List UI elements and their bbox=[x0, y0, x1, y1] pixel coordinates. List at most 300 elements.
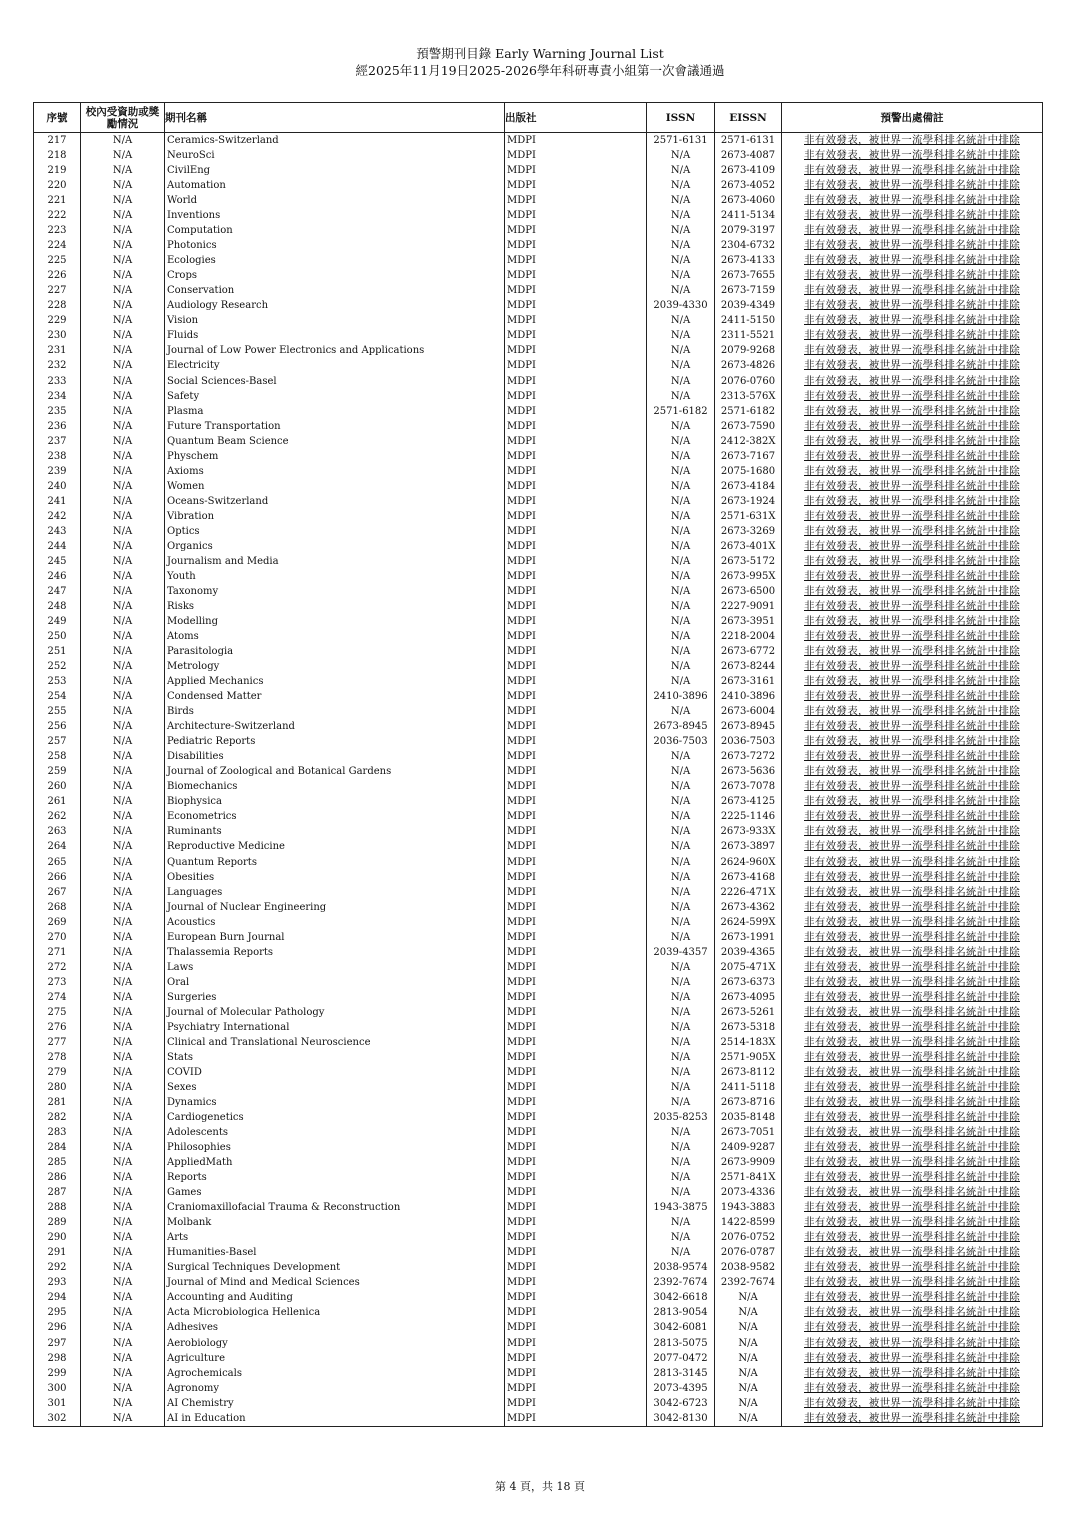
cell-seq: 255 bbox=[34, 704, 81, 719]
cell-seq: 221 bbox=[34, 193, 81, 208]
cell-issn: N/A bbox=[647, 599, 715, 614]
cell-seq: 247 bbox=[34, 584, 81, 599]
cell-funding: N/A bbox=[81, 554, 165, 569]
table-row bbox=[34, 1065, 1043, 1080]
table-row bbox=[34, 509, 1043, 524]
column-header-publisher: 出版社 bbox=[505, 103, 647, 133]
cell-publisher: MDPI bbox=[505, 374, 647, 389]
table-row bbox=[34, 1050, 1043, 1065]
cell-remark: 非有效發表，被世界一流學科排名統計中排除 bbox=[782, 434, 1043, 449]
cell-journal-name: NeuroSci bbox=[165, 148, 505, 163]
cell-issn: 2571-6131 bbox=[647, 133, 715, 149]
cell-eissn: 2673-1924 bbox=[715, 494, 782, 509]
cell-funding: N/A bbox=[81, 689, 165, 704]
cell-seq: 291 bbox=[34, 1245, 81, 1260]
cell-eissn: 2075-1680 bbox=[715, 464, 782, 479]
cell-seq: 268 bbox=[34, 900, 81, 915]
cell-issn: N/A bbox=[647, 870, 715, 885]
cell-eissn: 2673-7167 bbox=[715, 449, 782, 464]
cell-issn: N/A bbox=[647, 223, 715, 238]
cell-seq: 227 bbox=[34, 283, 81, 298]
cell-funding: N/A bbox=[81, 193, 165, 208]
cell-funding: N/A bbox=[81, 313, 165, 328]
cell-eissn: 2673-4095 bbox=[715, 990, 782, 1005]
cell-eissn: N/A bbox=[715, 1336, 782, 1351]
cell-eissn: 2571-631X bbox=[715, 509, 782, 524]
cell-publisher: MDPI bbox=[505, 704, 647, 719]
table-row bbox=[34, 554, 1043, 569]
cell-issn: N/A bbox=[647, 1125, 715, 1140]
table-row bbox=[34, 794, 1043, 809]
cell-eissn: N/A bbox=[715, 1320, 782, 1335]
cell-publisher: MDPI bbox=[505, 389, 647, 404]
cell-remark: 非有效發表，被世界一流學科排名統計中排除 bbox=[782, 779, 1043, 794]
cell-eissn: 2673-8716 bbox=[715, 1095, 782, 1110]
cell-issn: N/A bbox=[647, 749, 715, 764]
cell-funding: N/A bbox=[81, 599, 165, 614]
cell-issn: N/A bbox=[647, 374, 715, 389]
table-row bbox=[34, 389, 1043, 404]
cell-journal-name: Applied Mechanics bbox=[165, 674, 505, 689]
cell-publisher: MDPI bbox=[505, 1095, 647, 1110]
cell-remark: 非有效發表，被世界一流學科排名統計中排除 bbox=[782, 539, 1043, 554]
cell-issn: N/A bbox=[647, 358, 715, 373]
cell-eissn: N/A bbox=[715, 1351, 782, 1366]
cell-seq: 218 bbox=[34, 148, 81, 163]
cell-publisher: MDPI bbox=[505, 479, 647, 494]
cell-funding: N/A bbox=[81, 855, 165, 870]
cell-funding: N/A bbox=[81, 208, 165, 223]
cell-journal-name: Safety bbox=[165, 389, 505, 404]
cell-eissn: 2225-1146 bbox=[715, 809, 782, 824]
cell-issn: N/A bbox=[647, 389, 715, 404]
cell-issn: N/A bbox=[647, 328, 715, 343]
cell-journal-name: Craniomaxillofacial Trauma & Reconstruction bbox=[165, 1200, 505, 1215]
cell-seq: 265 bbox=[34, 855, 81, 870]
cell-remark: 非有效發表，被世界一流學科排名統計中排除 bbox=[782, 238, 1043, 253]
cell-remark: 非有效發表，被世界一流學科排名統計中排除 bbox=[782, 1275, 1043, 1290]
cell-issn: N/A bbox=[647, 313, 715, 328]
cell-journal-name: Oceans-Switzerland bbox=[165, 494, 505, 509]
cell-journal-name: Philosophies bbox=[165, 1140, 505, 1155]
cell-funding: N/A bbox=[81, 238, 165, 253]
cell-publisher: MDPI bbox=[505, 283, 647, 298]
cell-issn: N/A bbox=[647, 178, 715, 193]
cell-funding: N/A bbox=[81, 1336, 165, 1351]
cell-seq: 231 bbox=[34, 343, 81, 358]
cell-seq: 235 bbox=[34, 404, 81, 419]
table-row bbox=[34, 960, 1043, 975]
cell-eissn: 2673-6004 bbox=[715, 704, 782, 719]
table-row bbox=[34, 283, 1043, 298]
table-row bbox=[34, 494, 1043, 509]
cell-journal-name: Computation bbox=[165, 223, 505, 238]
cell-issn: 2073-4395 bbox=[647, 1381, 715, 1396]
cell-journal-name: Taxonomy bbox=[165, 584, 505, 599]
cell-eissn: N/A bbox=[715, 1290, 782, 1305]
table-row bbox=[34, 328, 1043, 343]
cell-funding: N/A bbox=[81, 1155, 165, 1170]
cell-seq: 226 bbox=[34, 268, 81, 283]
cell-issn: N/A bbox=[647, 839, 715, 854]
cell-seq: 282 bbox=[34, 1110, 81, 1125]
cell-publisher: MDPI bbox=[505, 855, 647, 870]
cell-journal-name: Journal of Molecular Pathology bbox=[165, 1005, 505, 1020]
table-row bbox=[34, 343, 1043, 358]
cell-journal-name: Agriculture bbox=[165, 1351, 505, 1366]
table-row bbox=[34, 434, 1043, 449]
table-row bbox=[34, 704, 1043, 719]
cell-journal-name: European Burn Journal bbox=[165, 930, 505, 945]
cell-issn: N/A bbox=[647, 268, 715, 283]
table-row bbox=[34, 779, 1043, 794]
cell-seq: 250 bbox=[34, 629, 81, 644]
cell-remark: 非有效發表，被世界一流學科排名統計中排除 bbox=[782, 1351, 1043, 1366]
cell-publisher: MDPI bbox=[505, 569, 647, 584]
cell-issn: 2813-5075 bbox=[647, 1336, 715, 1351]
cell-seq: 244 bbox=[34, 539, 81, 554]
cell-journal-name: Psychiatry International bbox=[165, 1020, 505, 1035]
cell-funding: N/A bbox=[81, 930, 165, 945]
table-row bbox=[34, 1381, 1043, 1396]
cell-issn: N/A bbox=[647, 764, 715, 779]
cell-issn: N/A bbox=[647, 900, 715, 915]
cell-funding: N/A bbox=[81, 163, 165, 178]
cell-publisher: MDPI bbox=[505, 1110, 647, 1125]
cell-seq: 272 bbox=[34, 960, 81, 975]
cell-publisher: MDPI bbox=[505, 1050, 647, 1065]
cell-funding: N/A bbox=[81, 1411, 165, 1427]
cell-seq: 285 bbox=[34, 1155, 81, 1170]
cell-remark: 非有效發表，被世界一流學科排名統計中排除 bbox=[782, 1125, 1043, 1140]
cell-remark: 非有效發表，被世界一流學科排名統計中排除 bbox=[782, 1020, 1043, 1035]
cell-issn: N/A bbox=[647, 584, 715, 599]
cell-seq: 252 bbox=[34, 659, 81, 674]
table-row bbox=[34, 1336, 1043, 1351]
cell-seq: 277 bbox=[34, 1035, 81, 1050]
cell-eissn: 2673-995X bbox=[715, 569, 782, 584]
cell-remark: 非有效發表，被世界一流學科排名統計中排除 bbox=[782, 824, 1043, 839]
cell-funding: N/A bbox=[81, 975, 165, 990]
cell-funding: N/A bbox=[81, 569, 165, 584]
cell-remark: 非有效發表，被世界一流學科排名統計中排除 bbox=[782, 1095, 1043, 1110]
cell-remark: 非有效發表，被世界一流學科排名統計中排除 bbox=[782, 689, 1043, 704]
cell-publisher: MDPI bbox=[505, 1065, 647, 1080]
cell-journal-name: Adhesives bbox=[165, 1320, 505, 1335]
cell-funding: N/A bbox=[81, 870, 165, 885]
table-row bbox=[34, 764, 1043, 779]
cell-publisher: MDPI bbox=[505, 629, 647, 644]
cell-issn: N/A bbox=[647, 1035, 715, 1050]
cell-publisher: MDPI bbox=[505, 839, 647, 854]
cell-issn: 2039-4330 bbox=[647, 298, 715, 313]
cell-issn: N/A bbox=[647, 704, 715, 719]
cell-issn: N/A bbox=[647, 644, 715, 659]
cell-funding: N/A bbox=[81, 1005, 165, 1020]
cell-publisher: MDPI bbox=[505, 614, 647, 629]
cell-seq: 297 bbox=[34, 1336, 81, 1351]
cell-eissn: 2226-471X bbox=[715, 885, 782, 900]
table-row bbox=[34, 719, 1043, 734]
cell-publisher: MDPI bbox=[505, 975, 647, 990]
cell-funding: N/A bbox=[81, 885, 165, 900]
cell-funding: N/A bbox=[81, 223, 165, 238]
cell-publisher: MDPI bbox=[505, 494, 647, 509]
cell-seq: 230 bbox=[34, 328, 81, 343]
table-row bbox=[34, 1290, 1043, 1305]
cell-journal-name: Physchem bbox=[165, 449, 505, 464]
cell-publisher: MDPI bbox=[505, 178, 647, 193]
cell-remark: 非有效發表，被世界一流學科排名統計中排除 bbox=[782, 870, 1043, 885]
cell-publisher: MDPI bbox=[505, 749, 647, 764]
column-header-journal: 期刊名稱 bbox=[165, 103, 505, 133]
cell-publisher: MDPI bbox=[505, 313, 647, 328]
cell-issn: 2077-0472 bbox=[647, 1351, 715, 1366]
cell-eissn: 2673-4826 bbox=[715, 358, 782, 373]
cell-funding: N/A bbox=[81, 779, 165, 794]
cell-remark: 非有效發表，被世界一流學科排名統計中排除 bbox=[782, 1065, 1043, 1080]
cell-eissn: 2571-6182 bbox=[715, 404, 782, 419]
cell-publisher: MDPI bbox=[505, 343, 647, 358]
cell-eissn: 2392-7674 bbox=[715, 1275, 782, 1290]
table-row bbox=[34, 945, 1043, 960]
cell-remark: 非有效發表，被世界一流學科排名統計中排除 bbox=[782, 509, 1043, 524]
cell-funding: N/A bbox=[81, 509, 165, 524]
cell-remark: 非有效發表，被世界一流學科排名統計中排除 bbox=[782, 554, 1043, 569]
cell-journal-name: Laws bbox=[165, 960, 505, 975]
cell-eissn: 2412-382X bbox=[715, 434, 782, 449]
cell-publisher: MDPI bbox=[505, 404, 647, 419]
cell-publisher: MDPI bbox=[505, 960, 647, 975]
cell-eissn: 2571-841X bbox=[715, 1170, 782, 1185]
cell-publisher: MDPI bbox=[505, 268, 647, 283]
cell-seq: 239 bbox=[34, 464, 81, 479]
cell-issn: N/A bbox=[647, 1005, 715, 1020]
cell-publisher: MDPI bbox=[505, 1200, 647, 1215]
cell-journal-name: Disabilities bbox=[165, 749, 505, 764]
cell-seq: 258 bbox=[34, 749, 81, 764]
cell-eissn: 2673-4125 bbox=[715, 794, 782, 809]
table-row bbox=[34, 870, 1043, 885]
cell-journal-name: Automation bbox=[165, 178, 505, 193]
cell-seq: 276 bbox=[34, 1020, 81, 1035]
table-row bbox=[34, 238, 1043, 253]
cell-seq: 269 bbox=[34, 915, 81, 930]
cell-funding: N/A bbox=[81, 900, 165, 915]
table-row bbox=[34, 900, 1043, 915]
cell-remark: 非有效發表，被世界一流學科排名統計中排除 bbox=[782, 449, 1043, 464]
cell-journal-name: Women bbox=[165, 479, 505, 494]
cell-eissn: 2673-9909 bbox=[715, 1155, 782, 1170]
cell-seq: 275 bbox=[34, 1005, 81, 1020]
cell-journal-name: Crops bbox=[165, 268, 505, 283]
cell-issn: 3042-6618 bbox=[647, 1290, 715, 1305]
cell-remark: 非有效發表，被世界一流學科排名統計中排除 bbox=[782, 419, 1043, 434]
cell-eissn: 2673-7051 bbox=[715, 1125, 782, 1140]
cell-seq: 256 bbox=[34, 719, 81, 734]
cell-journal-name: Arts bbox=[165, 1230, 505, 1245]
cell-publisher: MDPI bbox=[505, 1155, 647, 1170]
cell-issn: 2813-3145 bbox=[647, 1366, 715, 1381]
table-row bbox=[34, 839, 1043, 854]
cell-remark: 非有效發表，被世界一流學科排名統計中排除 bbox=[782, 1110, 1043, 1125]
cell-journal-name: Inventions bbox=[165, 208, 505, 223]
cell-remark: 非有效發表，被世界一流學科排名統計中排除 bbox=[782, 719, 1043, 734]
cell-issn: N/A bbox=[647, 1170, 715, 1185]
cell-publisher: MDPI bbox=[505, 193, 647, 208]
cell-remark: 非有效發表，被世界一流學科排名統計中排除 bbox=[782, 855, 1043, 870]
cell-publisher: MDPI bbox=[505, 148, 647, 163]
cell-funding: N/A bbox=[81, 1050, 165, 1065]
cell-journal-name: Reproductive Medicine bbox=[165, 839, 505, 854]
cell-issn: 2673-8945 bbox=[647, 719, 715, 734]
cell-eissn: N/A bbox=[715, 1411, 782, 1427]
cell-funding: N/A bbox=[81, 824, 165, 839]
cell-eissn: 2673-7078 bbox=[715, 779, 782, 794]
cell-seq: 259 bbox=[34, 764, 81, 779]
column-header-seq: 序號 bbox=[34, 103, 81, 133]
cell-seq: 237 bbox=[34, 434, 81, 449]
cell-publisher: MDPI bbox=[505, 1396, 647, 1411]
document-subtitle: 經2025年11月19日2025-2026學年科研專責小組第一次會議通過 bbox=[355, 63, 725, 78]
cell-issn: 2571-6182 bbox=[647, 404, 715, 419]
cell-journal-name: AI Chemistry bbox=[165, 1396, 505, 1411]
cell-journal-name: Pediatric Reports bbox=[165, 734, 505, 749]
cell-seq: 301 bbox=[34, 1396, 81, 1411]
cell-publisher: MDPI bbox=[505, 1185, 647, 1200]
cell-seq: 299 bbox=[34, 1366, 81, 1381]
cell-publisher: MDPI bbox=[505, 1215, 647, 1230]
table-row bbox=[34, 1320, 1043, 1335]
cell-funding: N/A bbox=[81, 1200, 165, 1215]
table-row bbox=[34, 208, 1043, 223]
cell-publisher: MDPI bbox=[505, 253, 647, 268]
cell-seq: 261 bbox=[34, 794, 81, 809]
cell-seq: 281 bbox=[34, 1095, 81, 1110]
cell-publisher: MDPI bbox=[505, 1381, 647, 1396]
cell-remark: 非有效發表，被世界一流學科排名統計中排除 bbox=[782, 599, 1043, 614]
cell-publisher: MDPI bbox=[505, 1305, 647, 1320]
cell-funding: N/A bbox=[81, 1396, 165, 1411]
cell-publisher: MDPI bbox=[505, 824, 647, 839]
cell-eissn: 2035-8148 bbox=[715, 1110, 782, 1125]
cell-publisher: MDPI bbox=[505, 1080, 647, 1095]
table-row bbox=[34, 1080, 1043, 1095]
column-header-eissn: EISSN bbox=[715, 103, 782, 133]
cell-issn: 2392-7674 bbox=[647, 1275, 715, 1290]
cell-seq: 295 bbox=[34, 1305, 81, 1320]
cell-seq: 260 bbox=[34, 779, 81, 794]
cell-seq: 264 bbox=[34, 839, 81, 854]
cell-funding: N/A bbox=[81, 1275, 165, 1290]
cell-seq: 233 bbox=[34, 374, 81, 389]
cell-seq: 241 bbox=[34, 494, 81, 509]
cell-issn: N/A bbox=[647, 975, 715, 990]
cell-issn: N/A bbox=[647, 1095, 715, 1110]
cell-funding: N/A bbox=[81, 764, 165, 779]
cell-remark: 非有效發表，被世界一流學科排名統計中排除 bbox=[782, 644, 1043, 659]
cell-issn: 2036-7503 bbox=[647, 734, 715, 749]
cell-seq: 222 bbox=[34, 208, 81, 223]
cell-publisher: MDPI bbox=[505, 990, 647, 1005]
cell-publisher: MDPI bbox=[505, 1020, 647, 1035]
table-row bbox=[34, 479, 1043, 494]
cell-issn: N/A bbox=[647, 1155, 715, 1170]
cell-journal-name: Journal of Mind and Medical Sciences bbox=[165, 1275, 505, 1290]
cell-funding: N/A bbox=[81, 990, 165, 1005]
table-row bbox=[34, 419, 1043, 434]
table-row bbox=[34, 734, 1043, 749]
table-row bbox=[34, 1351, 1043, 1366]
cell-seq: 228 bbox=[34, 298, 81, 313]
cell-seq: 243 bbox=[34, 524, 81, 539]
table-row bbox=[34, 599, 1043, 614]
cell-publisher: MDPI bbox=[505, 133, 647, 149]
table-row bbox=[34, 584, 1043, 599]
cell-funding: N/A bbox=[81, 268, 165, 283]
cell-eissn: N/A bbox=[715, 1366, 782, 1381]
table-row bbox=[34, 1110, 1043, 1125]
cell-eissn: 2673-6373 bbox=[715, 975, 782, 990]
cell-remark: 非有效發表，被世界一流學科排名統計中排除 bbox=[782, 1155, 1043, 1170]
cell-remark: 非有效發表，被世界一流學科排名統計中排除 bbox=[782, 674, 1043, 689]
cell-remark: 非有效發表，被世界一流學科排名統計中排除 bbox=[782, 148, 1043, 163]
cell-remark: 非有效發表，被世界一流學科排名統計中排除 bbox=[782, 1381, 1043, 1396]
cell-funding: N/A bbox=[81, 178, 165, 193]
cell-remark: 非有效發表，被世界一流學科排名統計中排除 bbox=[782, 960, 1043, 975]
cell-remark: 非有效發表，被世界一流學科排名統計中排除 bbox=[782, 163, 1043, 178]
cell-eissn: 2673-3269 bbox=[715, 524, 782, 539]
table-row bbox=[34, 1396, 1043, 1411]
cell-eissn: 2304-6732 bbox=[715, 238, 782, 253]
cell-remark: 非有效發表，被世界一流學科排名統計中排除 bbox=[782, 839, 1043, 854]
cell-journal-name: Conservation bbox=[165, 283, 505, 298]
cell-issn: N/A bbox=[647, 1065, 715, 1080]
cell-publisher: MDPI bbox=[505, 915, 647, 930]
cell-remark: 非有效發表，被世界一流學科排名統計中排除 bbox=[782, 404, 1043, 419]
cell-publisher: MDPI bbox=[505, 809, 647, 824]
cell-issn: N/A bbox=[647, 614, 715, 629]
cell-funding: N/A bbox=[81, 704, 165, 719]
cell-journal-name: Plasma bbox=[165, 404, 505, 419]
cell-funding: N/A bbox=[81, 1140, 165, 1155]
cell-funding: N/A bbox=[81, 674, 165, 689]
cell-funding: N/A bbox=[81, 839, 165, 854]
cell-issn: N/A bbox=[647, 1020, 715, 1035]
table-row bbox=[34, 524, 1043, 539]
cell-journal-name: Cardiogenetics bbox=[165, 1110, 505, 1125]
cell-remark: 非有效發表，被世界一流學科排名統計中排除 bbox=[782, 915, 1043, 930]
cell-seq: 289 bbox=[34, 1215, 81, 1230]
cell-funding: N/A bbox=[81, 283, 165, 298]
cell-funding: N/A bbox=[81, 1215, 165, 1230]
cell-funding: N/A bbox=[81, 644, 165, 659]
cell-issn: N/A bbox=[647, 1080, 715, 1095]
table-row bbox=[34, 809, 1043, 824]
table-header-row bbox=[34, 103, 1043, 133]
cell-funding: N/A bbox=[81, 584, 165, 599]
cell-journal-name: Atoms bbox=[165, 629, 505, 644]
document-title: 預警期刊目錄 Early Warning Journal List bbox=[416, 46, 664, 61]
cell-seq: 292 bbox=[34, 1260, 81, 1275]
cell-journal-name: Surgical Techniques Development bbox=[165, 1260, 505, 1275]
cell-remark: 非有效發表，被世界一流學科排名統計中排除 bbox=[782, 809, 1043, 824]
cell-eissn: 2673-8244 bbox=[715, 659, 782, 674]
table-row bbox=[34, 1305, 1043, 1320]
cell-seq: 294 bbox=[34, 1290, 81, 1305]
cell-issn: N/A bbox=[647, 674, 715, 689]
cell-journal-name: Acta Microbiologica Hellenica bbox=[165, 1305, 505, 1320]
